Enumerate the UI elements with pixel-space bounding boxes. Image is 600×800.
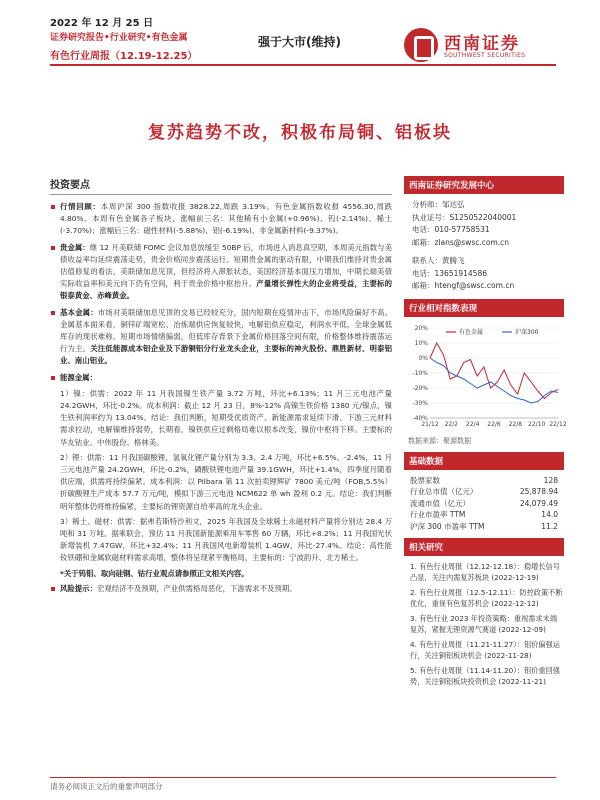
bullet-label: 行情回顾： (60, 202, 101, 211)
table-cell-label: 股票家数 (410, 475, 440, 485)
footer-disclaimer: 请务必阅读正文后的重要声明部分 (50, 782, 163, 791)
sidebar-heading-research: 西南证券研究发展中心 (404, 176, 564, 194)
industry-rating: 强于大市(维持) (258, 35, 341, 49)
related-report-item[interactable]: 1. 有色行业周报（12.12-12.18）：稳增长信号凸显，关注内需复苏板块 (2022-12-19) (410, 562, 560, 582)
table-cell-label: 行业市盈率 TTM (410, 510, 466, 519)
table-cell-label: 行业总市值（亿元） (410, 487, 478, 496)
legend-label: 有色金属 (459, 328, 484, 336)
table-row (404, 475, 564, 487)
section-heading: 投资要点 (50, 176, 392, 195)
bullet-label: 基本金属： (60, 307, 98, 317)
relative-index-chart-svg (404, 322, 567, 434)
logo-text-cn: 西南证券 (444, 34, 520, 54)
analyst-phone: 电话：010-57758531 (412, 225, 490, 234)
x-tick-label: 22/10 (528, 420, 546, 428)
header-divider (50, 64, 556, 66)
bullet-base-metals (50, 307, 392, 368)
table-cell-label: 流通市值（亿元） (410, 498, 470, 508)
main-content (50, 176, 392, 599)
table-row (404, 509, 564, 521)
table-cell-value: 24,079.49 (519, 498, 558, 508)
bullet-text: 市场对美联储加息见顶的交易已经较充分，国内短期在疫情冲击下，市场风险偏好不高。金属基本面来看，铜锌矿端宽松、冶炼端供应恢复较快，电解铝供应稳定，利润水平低，全球金属低库存的现状难称。短期市场情绪偏弱，但低库存背景下金属价格回落空间有限，价格整体维持震荡运行为主。 (60, 307, 392, 354)
related-report-item[interactable]: 4. 有色行业周报（11.21-11.27）：钼价偏强运行，关注铜铝板块机会 (2022-11-28) (410, 640, 560, 660)
analyst-name: 分析师：邹达弘 (412, 200, 465, 209)
bullet-risk (50, 583, 392, 595)
logo-mark-icon (404, 28, 438, 62)
table-cell-label: 沪深 300 市盈率 TTM (410, 521, 485, 531)
y-tick-label: 0% (418, 354, 428, 362)
bullet-energy-metals (50, 372, 392, 384)
y-tick-label: -30% (412, 399, 428, 407)
x-tick-label: 21/12 (421, 420, 439, 428)
contact-phone: 电话：13651914586 (412, 268, 487, 278)
report-category: 证券研究报告•行业研究•有色金属 (50, 33, 188, 43)
company-logo (404, 28, 564, 66)
y-tick-label: -10% (412, 369, 428, 377)
sub-lithium: 2）锂：供需：11 月我国碳酸锂、氢氧化锂产量分别为 3.3、2.4 万吨，环比+6.5%、-2.4%，11 月三元电池产量 24.2GWH，环比-0.2%，磷酸铁锂电池产量 39.1GWH，环比+1.4%，四季度月随着供应端，供需将持续偏紧。成本利润：以 Pilbara 第 11 次拍卖锂辉矿 7800 美元/吨（FOB,5.5%）折碳酸锂生产成本 57.7 万元/吨，模拟下游三元电池 NCM622 单 wh 盈利 0.2 元。结论：我们判断明年整体仍将维持偏紧，主要标的锂资源自给率高的龙头企业。 (60, 452, 392, 511)
contact-name: 联系人：黄腾飞 (412, 256, 465, 265)
y-tick-label: -40% (412, 414, 428, 422)
footer-divider (50, 777, 556, 778)
related-report-item[interactable]: 5. 有色行业周报（11.14-11.20）：钼价重回强势，关注铜铝板块投资机会 (2022-11-21) (410, 666, 560, 686)
report-header (0, 0, 600, 90)
analyst-email: 邮箱：zlans@swsc.com.cn (412, 237, 510, 247)
sidebar-heading-performance: 行业相对指数表现 (404, 299, 564, 317)
y-tick-label: 10% (414, 339, 428, 347)
table-row (404, 486, 564, 498)
table-row (404, 521, 564, 533)
table-cell-value: 11.2 (541, 521, 558, 531)
related-research-list (404, 561, 564, 687)
table-cell-value: 25,878.94 (519, 487, 558, 496)
report-date: 2022 年 12 月 25 日 (50, 18, 154, 29)
analyst-license: 执业证号：S1250522040001 (412, 212, 517, 222)
x-tick-label: 22/12 (549, 420, 567, 428)
table-row (404, 498, 564, 510)
x-tick-label: 22/8 (508, 420, 523, 428)
report-title: 复苏趋势不改，积极布局铜、铝板块 (148, 123, 452, 143)
related-report-item[interactable]: 3. 有色行业 2023 年投资策略：重视需求末端复苏，紧握无锂资源气赛道 (2022-12-09) (410, 614, 558, 634)
sub-nickel: 1）镍：供需：2022 年 11 月我国镍生铁产量 3.72 万吨，环比+6.13%；11 月三元电池产量 24.2GWH，环比-0.2%。成本利润：截止 12 月 23 日，8%-12% 高镍生铁价格 1380 元/镍点，镍生铁利润率约为 13.04%。结论：我们判断，短期受优质资产、新能源需求延续下滑、下游三元材料需求拉动，电解镍维持弱势，长期看，镍铁供应过剩格局难以根本改变，镍价中枢将下移。主要标的华友钴业、中伟股份、格林美。 (60, 388, 392, 447)
x-tick-label: 22/6 (487, 420, 501, 428)
y-tick-label: -20% (412, 384, 428, 392)
sub-rare-earth: 3）稀土、磁材：供需：据弗若斯特沙利文，2025 年我国及全球稀土永磁材料产量将分别达 28.4 万吨和 31 万吨。据乘联会，预估 11 月我国新能源乘用车零售 60 万辆，环比+8.2%；11 月我国光伏新增装机 7.47GW，环比+32.4%；11 月我国风电新增装机 1.4GW，环比-27.4%。结论：高性能钕铁硼和金属软磁材料需求高增，整体将呈现紧平衡格局，主要标的：宁波韵升、北方稀土。 (60, 516, 392, 563)
logo-text-en: SOUTHWEST SECURITIES (444, 52, 526, 59)
related-report-item[interactable]: 2. 有色行业周报（12.5-12.11）：防控政策不断优化，重视有色复苏机会 (2022-12-12) (410, 588, 563, 608)
bullet-text: 继 12 月美联储 FOMC 会议加息放缓至 50BP 后，市场进入消息真空期，本周美元指数与美债收益率均延续震荡走势，贵金价格同步震荡运行。短期贵金属的驱动有限，中期我们维持对贵金属估值修复的看法，美联储加息见顶，但经济将入滞胀状态，美国经济基本面压力增加，中期长端美债实际收益率和美元向下仍有空间，利于贵金价格中枢抬升。 (60, 242, 392, 289)
bullet-market-review (50, 201, 392, 238)
bullet-text: 本周沪深 300 指数收报 3828.22,周跌 3.19%。有色金属指数收报 4556.30,周跌 4.80%。本周有色金属各子板块，涨幅前三名：其他稀有小金属(+0.96%)、钨(-2.14%)、稀土(-3.70%)；涨幅后三名：磁性材料(-5.88%)、铝(-6.19%)、非金属新材料(-9.37%)。 (60, 202, 392, 236)
bullet-conclusion: 产量增长弹性大的企业将受益，主要标的银泰黄金、赤峰黄金。 (60, 279, 392, 301)
relative-index-chart (404, 322, 567, 434)
basic-data-table (404, 475, 564, 533)
bullet-precious-metals (50, 242, 392, 303)
chart-source: 数据来源：聚源数据 (408, 436, 471, 445)
x-tick-label: 22/4 (465, 420, 480, 428)
table-cell-value: 14.0 (541, 510, 558, 519)
bullet-text: 宏观经济不及预期，产业供需格局恶化，下游需求不及预期。 (96, 583, 297, 593)
x-tick-label: 22/2 (444, 420, 459, 428)
contact-email: 邮箱：htengf@swsc.com.cn (412, 281, 515, 290)
note-text: *关于钨钼、取向硅钢、钴行业观点请参照正文相关内容。 (60, 568, 249, 578)
legend-label: 沪深300 (515, 328, 539, 336)
y-tick-label: 20% (414, 324, 428, 332)
bullet-label: 能源金属： (60, 372, 97, 382)
report-week: 有色行业周报（12.19-12.25） (50, 51, 198, 62)
bullet-conclusion: 关注低能源成本铝企业及下游铜铝分行业龙头企业，主要标的神火股份、鼎胜新材、明泰铝业、南山铝业。 (60, 344, 392, 366)
sidebar (404, 176, 567, 691)
table-cell-value: 128 (543, 475, 558, 485)
bullet-label: 贵金属： (60, 242, 90, 252)
bullet-label: 风险提示： (60, 583, 97, 593)
sidebar-heading-basic: 基础数据 (404, 452, 564, 470)
sidebar-heading-related: 相关研究 (404, 538, 564, 556)
series-line (430, 358, 558, 403)
series-line (430, 343, 558, 399)
